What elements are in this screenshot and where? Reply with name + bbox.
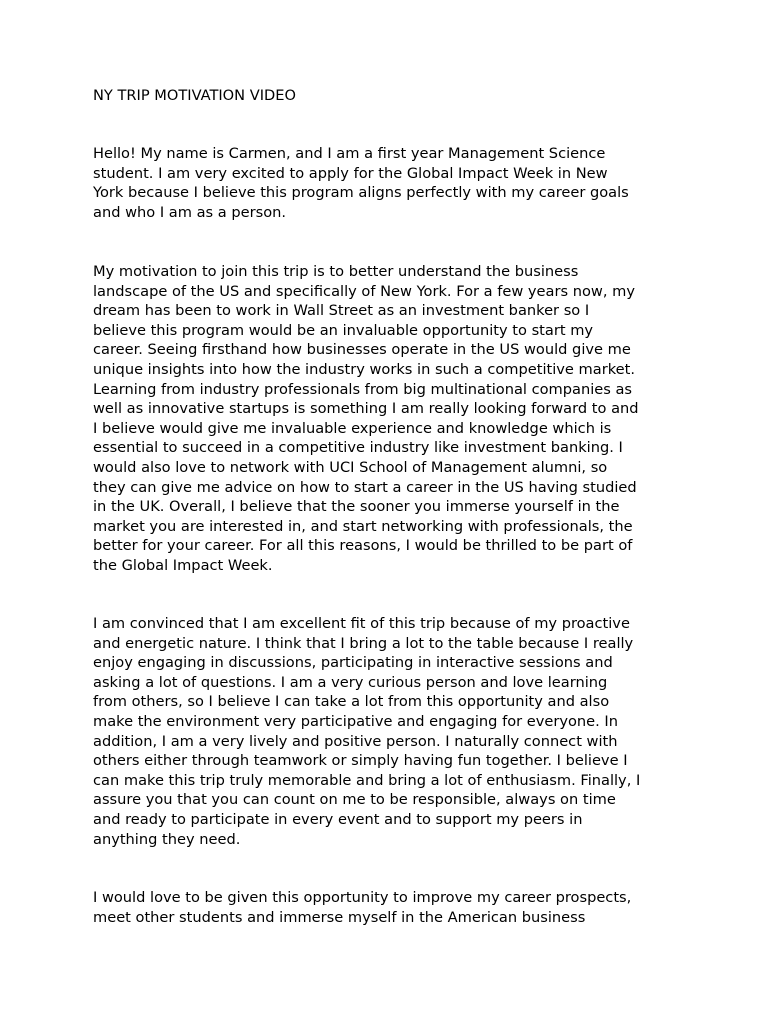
text-line: in the UK. Overall, I believe that the sooner you immerse yourself in the (93, 498, 620, 516)
paragraph-closing (93, 888, 631, 927)
text-line: and ready to participate in every event and to support my peers in (93, 810, 583, 828)
text-line: essential to succeed in a competitive industry like investment banking. I (93, 439, 623, 457)
text-line: dream has been to work in Wall Street as an investment banker so I (93, 302, 590, 320)
text-line: anything they need. (93, 830, 241, 848)
text-line: I am convinced that I am excellent fit of this trip because of my proactive (93, 615, 630, 632)
text-line: student. I am very excited to apply for the Global Impact Week in New (93, 164, 608, 182)
text-line: better for your career. For all this reasons, I would be thrilled to be part of (93, 537, 633, 555)
paragraph-introduction (93, 144, 629, 222)
text-line: they can give me advice on how to start a career in the US having studied (93, 478, 637, 496)
paragraph-fit (93, 614, 640, 849)
document-title: NY TRIP MOTIVATION VIDEO (93, 87, 296, 104)
text-line: from others, so I believe I can take a lot from this opportunity and also (93, 693, 610, 711)
text-line: asking a lot of questions. I am a very curious person and love learning (93, 673, 608, 691)
text-line: Learning from industry professionals from big multinational companies as (93, 380, 633, 398)
text-line: others either through teamwork or simply having fun together. I believe I (93, 752, 628, 770)
text-line: would also love to network with UCI School of Management alumni, so (93, 458, 608, 476)
text-line: meet other students and immerse myself in the American business (93, 908, 586, 926)
text-line: enjoy engaging in discussions, participating in interactive sessions and (93, 654, 613, 672)
text-line: and energetic nature. I think that I bring a lot to the table because I really (93, 634, 634, 652)
text-line: believe this program would be an invaluable opportunity to start my (93, 321, 594, 339)
text-line: make the environment very participative and engaging for everyone. In (93, 712, 618, 730)
text-line: market you are interested in, and start networking with professionals, the (93, 517, 633, 535)
paragraph-motivation (93, 262, 639, 576)
text-line: landscape of the US and specifically of New York. For a few years now, my (93, 282, 635, 300)
text-line: unique insights into how the industry works in such a competitive market. (93, 360, 635, 378)
text-line: I would love to be given this opportunity to improve my career prospects, (93, 889, 632, 906)
text-line: addition, I am a very lively and positive person. I naturally connect with (93, 732, 618, 750)
text-line: assure you that you can count on me to be responsible, always on time (93, 791, 616, 809)
text-line: the Global Impact Week. (93, 556, 273, 574)
text-line: I believe would give me invaluable experience and knowledge which is (93, 419, 612, 437)
text-line: Hello! My name is Carmen, and I am a first year Management Science (93, 145, 606, 162)
text-line: and who I am as a person. (93, 203, 287, 221)
text-line: career. Seeing firsthand how businesses operate in the US would give me (93, 341, 631, 359)
text-line: My motivation to join this trip is to better understand the business (93, 263, 579, 280)
text-line: can make this trip truly memorable and bring a lot of enthusiasm. Finally, I (93, 771, 641, 789)
text-line: well as innovative startups is something I am really looking forward to and (93, 400, 639, 418)
text-line: York because I believe this program aligns perfectly with my career goals (93, 184, 629, 202)
